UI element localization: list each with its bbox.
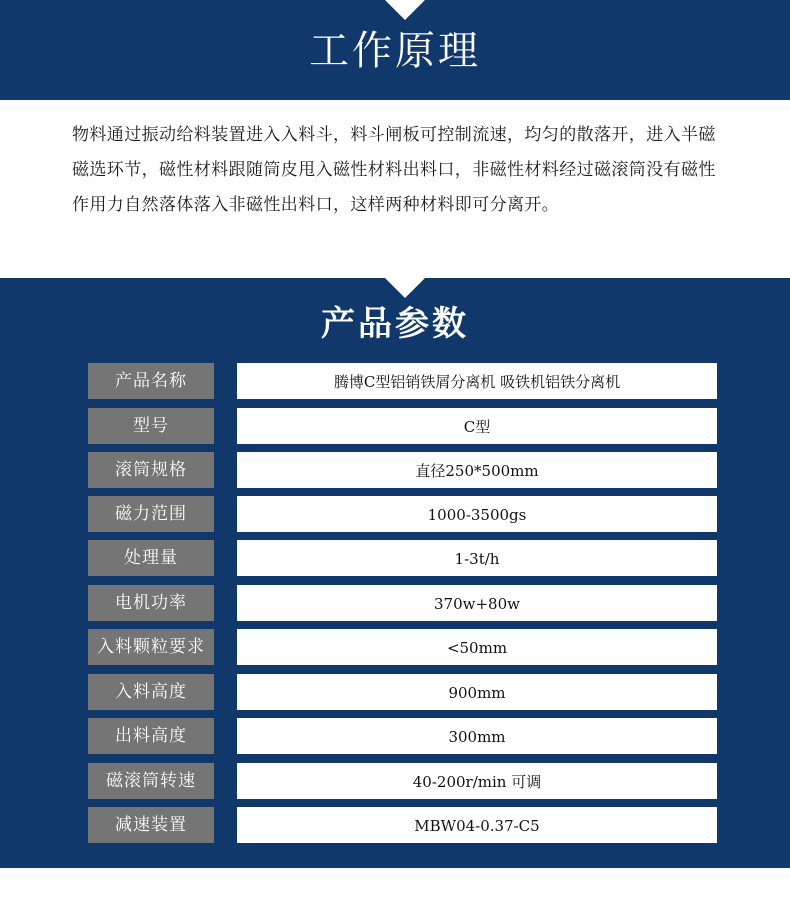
param-label: 滚筒规格 [88, 452, 214, 488]
param-label: 出料高度 [88, 718, 214, 754]
param-value: 900mm [237, 674, 717, 710]
param-value: <50mm [237, 629, 717, 665]
param-value: 直径250*500mm [237, 452, 717, 488]
param-value: 370w+80w [237, 585, 717, 621]
param-value: 1000-3500gs [237, 496, 717, 532]
parameters-notch [385, 278, 425, 298]
param-label: 型号 [88, 408, 214, 444]
table-row [0, 408, 790, 444]
section-title-parameters: 产品参数 [321, 304, 469, 344]
param-value: 40-200r/min 可调 [237, 763, 717, 799]
param-label: 处理量 [88, 540, 214, 576]
param-label: 产品名称 [88, 363, 214, 399]
param-label: 电机功率 [88, 585, 214, 621]
param-value: 腾博C型铝销铁屑分离机 吸铁机铝铁分离机 [237, 363, 717, 399]
table-row [0, 585, 790, 621]
table-row [0, 763, 790, 799]
param-label: 磁力范围 [88, 496, 214, 532]
param-label: 减速装置 [88, 807, 214, 843]
table-row [0, 807, 790, 843]
table-row [0, 674, 790, 710]
header-notch [385, 0, 425, 20]
table-row [0, 718, 790, 754]
working-principle-paragraph: 物料通过振动给料装置进入入料斗，料斗闸板可控制流速，均匀的散落开，进入半磁磁选环节，磁性材料跟随筒皮甩入磁性材料出料口，非磁性材料经过磁滚筒没有磁性作用力自然落体落入非磁性出料口，这样两种材料即可分离开。 [72, 125, 716, 215]
table-row [0, 496, 790, 532]
param-label: 入料颗粒要求 [88, 629, 214, 665]
param-value: C型 [237, 408, 717, 444]
section-title-working-principle: 工作原理 [309, 28, 481, 74]
param-value: MBW04-0.37-C5 [237, 807, 717, 843]
param-label: 磁滚筒转速 [88, 763, 214, 799]
param-label: 入料高度 [88, 674, 214, 710]
table-row [0, 540, 790, 576]
param-value: 1-3t/h [237, 540, 717, 576]
table-row [0, 363, 790, 399]
table-row [0, 629, 790, 665]
param-value: 300mm [237, 718, 717, 754]
table-row [0, 452, 790, 488]
